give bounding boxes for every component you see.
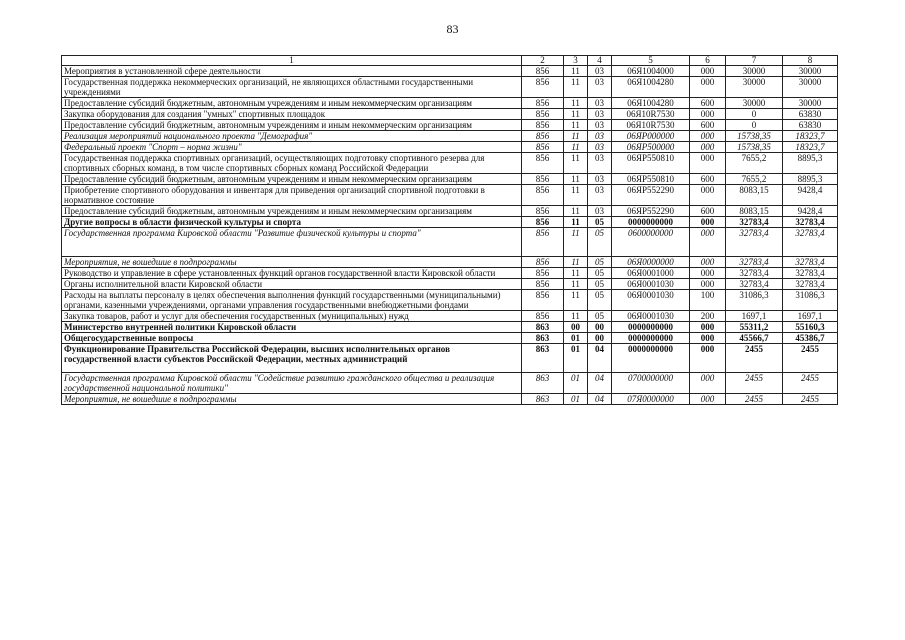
row-section-cell: 11 (564, 279, 588, 290)
table-row (62, 185, 838, 206)
row-name-cell: Государственная поддержка некоммерческих организаций, не являющихся областными государственными учреждениями (62, 77, 522, 98)
row-grbs-cell: 856 (522, 290, 564, 311)
row-target-article-cell: 0700000000 (612, 373, 690, 394)
row-grbs-cell: 856 (522, 120, 564, 131)
row-grbs-cell: 856 (522, 268, 564, 279)
row-amount-year2-cell: 2455 (783, 373, 838, 394)
row-section-cell: 11 (564, 311, 588, 322)
table-row (62, 311, 838, 322)
table-row (62, 77, 838, 98)
row-amount-year1-cell: 2455 (726, 394, 783, 405)
row-target-article-cell: 06ЯР552290 (612, 206, 690, 217)
row-expense-type-cell: 000 (690, 153, 726, 174)
row-subsection-cell: 03 (588, 174, 612, 185)
table-row (62, 257, 838, 268)
row-expense-type-cell: 600 (690, 98, 726, 109)
row-name-cell: Предоставление субсидий бюджетным, автономным учреждениям и иным некоммерческим организациям (62, 174, 522, 185)
row-amount-year2-cell: 32783,4 (783, 268, 838, 279)
row-subsection-cell: 04 (588, 394, 612, 405)
header-col-7: 7 (726, 56, 783, 66)
row-amount-year1-cell: 15738,35 (726, 131, 783, 142)
row-expense-type-cell: 000 (690, 257, 726, 268)
row-section-cell: 11 (564, 66, 588, 77)
table-row (62, 228, 838, 257)
table-row (62, 109, 838, 120)
row-name-cell: Реализация мероприятий национального проекта "Демография" (62, 131, 522, 142)
row-grbs-cell: 863 (522, 322, 564, 333)
row-section-cell: 00 (564, 322, 588, 333)
table-row (62, 174, 838, 185)
row-amount-year2-cell: 31086,3 (783, 290, 838, 311)
row-name-cell: Министерство внутренней политики Кировской области (62, 322, 522, 333)
row-section-cell: 11 (564, 142, 588, 153)
row-target-article-cell: 06Я0001030 (612, 279, 690, 290)
row-amount-year1-cell: 8083,15 (726, 185, 783, 206)
row-grbs-cell: 863 (522, 344, 564, 373)
row-target-article-cell: 06Я1004000 (612, 66, 690, 77)
header-col-4: 4 (588, 56, 612, 66)
row-name-cell: Мероприятия, не вошедшие в подпрограммы (62, 394, 522, 405)
row-amount-year2-cell: 32783,4 (783, 279, 838, 290)
row-section-cell: 11 (564, 206, 588, 217)
row-grbs-cell: 856 (522, 206, 564, 217)
table-row (62, 66, 838, 77)
row-subsection-cell: 03 (588, 185, 612, 206)
row-name-cell: Руководство и управление в сфере установленных функций органов государственной власти Кировской области (62, 268, 522, 279)
row-expense-type-cell: 000 (690, 344, 726, 373)
row-grbs-cell: 856 (522, 228, 564, 257)
row-expense-type-cell: 000 (690, 394, 726, 405)
header-row (62, 56, 838, 66)
budget-table (61, 55, 838, 405)
row-amount-year2-cell: 32783,4 (783, 257, 838, 268)
row-amount-year1-cell: 1697,1 (726, 311, 783, 322)
row-name-cell: Функционирование Правительства Российской Федерации, высших исполнительных органов государственной власти субъектов Российской Федерации, местных администраций (62, 344, 522, 373)
row-name-cell: Федеральный проект "Спорт – норма жизни" (62, 142, 522, 153)
row-amount-year2-cell: 9428,4 (783, 206, 838, 217)
header-col-2: 2 (522, 56, 564, 66)
row-subsection-cell: 05 (588, 268, 612, 279)
row-section-cell: 11 (564, 228, 588, 257)
row-amount-year1-cell: 30000 (726, 98, 783, 109)
row-section-cell: 11 (564, 268, 588, 279)
row-name-cell: Мероприятия, не вошедшие в подпрограммы (62, 257, 522, 268)
page-number: 83 (446, 22, 459, 36)
row-subsection-cell: 03 (588, 120, 612, 131)
row-amount-year2-cell: 18323,7 (783, 131, 838, 142)
table-row (62, 279, 838, 290)
table-row (62, 153, 838, 174)
table-row (62, 206, 838, 217)
row-subsection-cell: 03 (588, 153, 612, 174)
row-subsection-cell: 03 (588, 109, 612, 120)
row-target-article-cell: 06ЯР550810 (612, 174, 690, 185)
row-amount-year1-cell: 7655,2 (726, 153, 783, 174)
table-row (62, 373, 838, 394)
header-col-3: 3 (564, 56, 588, 66)
table-row (62, 120, 838, 131)
row-amount-year1-cell: 32783,4 (726, 257, 783, 268)
row-amount-year1-cell: 8083,15 (726, 206, 783, 217)
table-row (62, 98, 838, 109)
row-name-cell: Приобретение спортивного оборудования и инвентаря для приведения организаций спортивной подготовки в нормативное состояние (62, 185, 522, 206)
row-amount-year1-cell: 55311,2 (726, 322, 783, 333)
table-row (62, 290, 838, 311)
row-amount-year1-cell: 2455 (726, 373, 783, 394)
row-section-cell: 11 (564, 290, 588, 311)
row-grbs-cell: 856 (522, 109, 564, 120)
row-section-cell: 01 (564, 333, 588, 344)
row-target-article-cell: 06Я0001030 (612, 290, 690, 311)
row-section-cell: 11 (564, 109, 588, 120)
row-section-cell: 11 (564, 153, 588, 174)
row-amount-year1-cell: 7655,2 (726, 174, 783, 185)
table-row (62, 268, 838, 279)
row-section-cell: 11 (564, 257, 588, 268)
row-expense-type-cell: 100 (690, 290, 726, 311)
row-amount-year1-cell: 31086,3 (726, 290, 783, 311)
row-amount-year1-cell: 15738,35 (726, 142, 783, 153)
row-expense-type-cell: 000 (690, 333, 726, 344)
row-target-article-cell: 0000000000 (612, 344, 690, 373)
row-grbs-cell: 856 (522, 142, 564, 153)
row-section-cell: 11 (564, 77, 588, 98)
row-target-article-cell: 06Я0000000 (612, 257, 690, 268)
row-amount-year1-cell: 32783,4 (726, 228, 783, 257)
row-target-article-cell: 06ЯР000000 (612, 131, 690, 142)
row-grbs-cell: 856 (522, 77, 564, 98)
row-expense-type-cell: 000 (690, 228, 726, 257)
row-grbs-cell: 856 (522, 174, 564, 185)
row-amount-year2-cell: 63830 (783, 120, 838, 131)
row-name-cell: Закупка товаров, работ и услуг для обеспечения государственных (муниципальных) нужд (62, 311, 522, 322)
row-expense-type-cell: 000 (690, 185, 726, 206)
row-subsection-cell: 05 (588, 228, 612, 257)
row-subsection-cell: 03 (588, 131, 612, 142)
row-amount-year2-cell: 63830 (783, 109, 838, 120)
row-expense-type-cell: 600 (690, 206, 726, 217)
row-target-article-cell: 06Я1004280 (612, 98, 690, 109)
row-expense-type-cell: 200 (690, 311, 726, 322)
row-amount-year1-cell: 32783,4 (726, 217, 783, 228)
header-col-5: 5 (612, 56, 690, 66)
row-section-cell: 01 (564, 373, 588, 394)
row-target-article-cell: 06ЯР550810 (612, 153, 690, 174)
row-grbs-cell: 856 (522, 98, 564, 109)
row-name-cell: Расходы на выплаты персоналу в целях обеспечения выполнения функций государственными (муниципальными) органами, казенными учреждениями, органами управления государственными внебюджетными фондами (62, 290, 522, 311)
row-section-cell: 11 (564, 174, 588, 185)
row-amount-year1-cell: 30000 (726, 77, 783, 98)
row-grbs-cell: 856 (522, 66, 564, 77)
row-subsection-cell: 03 (588, 142, 612, 153)
row-expense-type-cell: 600 (690, 174, 726, 185)
row-subsection-cell: 04 (588, 373, 612, 394)
row-amount-year2-cell: 18323,7 (783, 142, 838, 153)
row-amount-year1-cell: 32783,4 (726, 268, 783, 279)
row-grbs-cell: 856 (522, 153, 564, 174)
table-row (62, 344, 838, 373)
row-target-article-cell: 0000000000 (612, 333, 690, 344)
row-subsection-cell: 03 (588, 66, 612, 77)
row-amount-year2-cell: 45386,7 (783, 333, 838, 344)
row-amount-year1-cell: 45566,7 (726, 333, 783, 344)
row-amount-year2-cell: 30000 (783, 77, 838, 98)
row-name-cell: Предоставление субсидий бюджетным, автономным учреждениям и иным некоммерческим организациям (62, 120, 522, 131)
row-target-article-cell: 06ЯР500000 (612, 142, 690, 153)
table-row (62, 131, 838, 142)
table-row (62, 217, 838, 228)
row-amount-year2-cell: 32783,4 (783, 228, 838, 257)
row-expense-type-cell: 000 (690, 268, 726, 279)
row-name-cell: Предоставление субсидий бюджетным, автономным учреждениям и иным некоммерческим организациям (62, 206, 522, 217)
row-name-cell: Государственная программа Кировской области "Развитие физической культуры и спорта" (62, 228, 522, 257)
row-grbs-cell: 856 (522, 311, 564, 322)
row-grbs-cell: 856 (522, 131, 564, 142)
row-expense-type-cell: 600 (690, 120, 726, 131)
table-row (62, 333, 838, 344)
row-section-cell: 11 (564, 98, 588, 109)
row-amount-year2-cell: 2455 (783, 394, 838, 405)
row-amount-year2-cell: 9428,4 (783, 185, 838, 206)
row-amount-year2-cell: 1697,1 (783, 311, 838, 322)
table-row (62, 394, 838, 405)
row-amount-year1-cell: 32783,4 (726, 279, 783, 290)
row-subsection-cell: 05 (588, 257, 612, 268)
row-grbs-cell: 856 (522, 217, 564, 228)
row-amount-year1-cell: 2455 (726, 344, 783, 373)
row-target-article-cell: 06Я0001000 (612, 268, 690, 279)
row-amount-year1-cell: 0 (726, 109, 783, 120)
row-subsection-cell: 05 (588, 290, 612, 311)
row-target-article-cell: 06Я10R7530 (612, 120, 690, 131)
row-name-cell: Государственная поддержка спортивных организаций, осуществляющих подготовку спортивного резерва для спортивных сборных команд, в том числе спортивных сборных команд Российской Федерации (62, 153, 522, 174)
row-expense-type-cell: 000 (690, 279, 726, 290)
row-expense-type-cell: 000 (690, 66, 726, 77)
row-expense-type-cell: 000 (690, 77, 726, 98)
row-grbs-cell: 856 (522, 279, 564, 290)
row-expense-type-cell: 000 (690, 131, 726, 142)
row-subsection-cell: 03 (588, 77, 612, 98)
row-grbs-cell: 856 (522, 185, 564, 206)
row-section-cell: 11 (564, 131, 588, 142)
row-expense-type-cell: 000 (690, 322, 726, 333)
row-grbs-cell: 863 (522, 394, 564, 405)
row-expense-type-cell: 000 (690, 373, 726, 394)
row-expense-type-cell: 000 (690, 142, 726, 153)
row-name-cell: Общегосударственные вопросы (62, 333, 522, 344)
row-name-cell: Предоставление субсидий бюджетным, автономным учреждениям и иным некоммерческим организациям (62, 98, 522, 109)
row-expense-type-cell: 000 (690, 109, 726, 120)
row-name-cell: Закупка оборудования для создания "умных" спортивных площадок (62, 109, 522, 120)
row-section-cell: 11 (564, 217, 588, 228)
row-subsection-cell: 05 (588, 217, 612, 228)
table-body (62, 66, 838, 405)
row-amount-year1-cell: 30000 (726, 66, 783, 77)
row-subsection-cell: 03 (588, 206, 612, 217)
header-col-6: 6 (690, 56, 726, 66)
row-target-article-cell: 06Я10R7530 (612, 109, 690, 120)
row-section-cell: 01 (564, 394, 588, 405)
row-amount-year2-cell: 32783,4 (783, 217, 838, 228)
row-amount-year1-cell: 0 (726, 120, 783, 131)
row-target-article-cell: 0000000000 (612, 322, 690, 333)
row-name-cell: Другие вопросы в области физической культуры и спорта (62, 217, 522, 228)
row-section-cell: 11 (564, 120, 588, 131)
row-target-article-cell: 07Я0000000 (612, 394, 690, 405)
row-amount-year2-cell: 8895,3 (783, 153, 838, 174)
row-amount-year2-cell: 30000 (783, 98, 838, 109)
row-amount-year2-cell: 8895,3 (783, 174, 838, 185)
row-grbs-cell: 856 (522, 257, 564, 268)
row-subsection-cell: 03 (588, 98, 612, 109)
row-expense-type-cell: 000 (690, 217, 726, 228)
header-col-1: 1 (62, 56, 522, 66)
header-col-8: 8 (783, 56, 838, 66)
row-target-article-cell: 0600000000 (612, 228, 690, 257)
row-grbs-cell: 863 (522, 373, 564, 394)
row-subsection-cell: 00 (588, 333, 612, 344)
row-name-cell: Органы исполнительной власти Кировской области (62, 279, 522, 290)
row-subsection-cell: 04 (588, 344, 612, 373)
row-subsection-cell: 05 (588, 311, 612, 322)
table-row (62, 322, 838, 333)
row-target-article-cell: 06ЯР552290 (612, 185, 690, 206)
row-amount-year2-cell: 55160,3 (783, 322, 838, 333)
row-grbs-cell: 863 (522, 333, 564, 344)
table-row (62, 142, 838, 153)
row-target-article-cell: 0000000000 (612, 217, 690, 228)
row-amount-year2-cell: 2455 (783, 344, 838, 373)
row-amount-year2-cell: 30000 (783, 66, 838, 77)
row-name-cell: Государственная программа Кировской области "Содействие развитию гражданского общества и реализация государственной национальной политики" (62, 373, 522, 394)
row-section-cell: 01 (564, 344, 588, 373)
row-target-article-cell: 06Я0001030 (612, 311, 690, 322)
row-target-article-cell: 06Я1004280 (612, 77, 690, 98)
row-section-cell: 11 (564, 185, 588, 206)
row-subsection-cell: 05 (588, 279, 612, 290)
row-name-cell: Мероприятия в установленной сфере деятельности (62, 66, 522, 77)
row-subsection-cell: 00 (588, 322, 612, 333)
